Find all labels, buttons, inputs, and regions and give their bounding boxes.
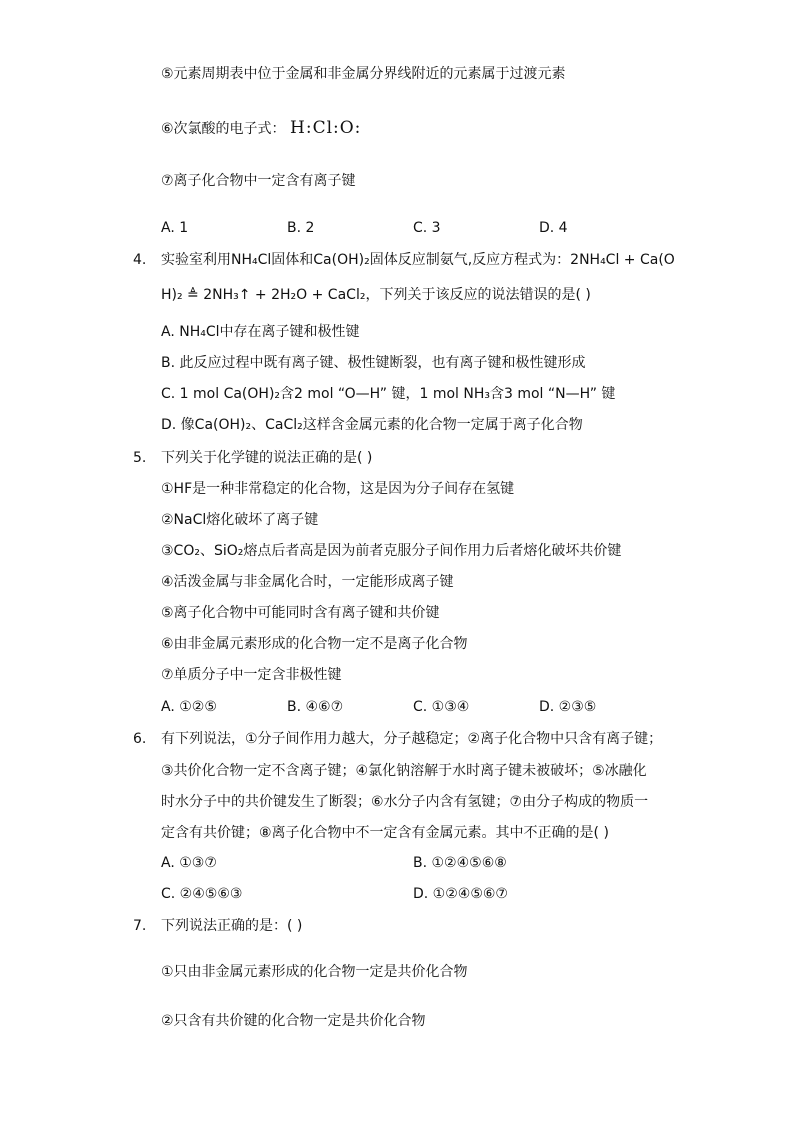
q7-item-2: ②只含有共价键的化合物一定是共价化合物 (161, 1013, 426, 1029)
q3-item-5: ⑤元素周期表中位于金属和非金属分界线附近的元素属于过渡元素 (161, 66, 566, 82)
q3-item-7: ⑦离子化合物中一定含有离子键 (161, 173, 356, 189)
q5-stem: 下列关于化学键的说法正确的是( ) (161, 450, 373, 466)
q6-option-d[interactable]: D. ①②④⑤⑥⑦ (413, 886, 508, 902)
q6-stem-line-2: ③共价化合物一定不含离子键；④氯化钠溶解于水时离子键未被破坏；⑤冰融化 (161, 763, 647, 779)
q5-item-3: ③CO₂、SiO₂熔点后者高是因为前者克服分子间作用力后者熔化破坏共价键 (161, 543, 622, 559)
q7-stem: 下列说法正确的是：( ) (161, 918, 303, 934)
q4-number: 4. (133, 252, 147, 268)
q3-option-d[interactable]: D. 4 (539, 220, 568, 236)
q7-item-1: ①只由非金属元素形成的化合物一定是共价化合物 (161, 964, 468, 980)
q6-option-a[interactable]: A. ①③⑦ (161, 855, 217, 871)
q6-stem-line-1: 有下列说法，①分子间作用力越大，分子越稳定；②离子化合物中只含有离子键； (161, 731, 663, 747)
q5-item-7: ⑦单质分子中一定含非极性键 (161, 667, 342, 683)
q3-option-c[interactable]: C. 3 (413, 220, 441, 236)
q6-option-c[interactable]: C. ②④⑤⑥③ (161, 886, 243, 902)
q3-item-6 (161, 118, 361, 139)
q3-option-a[interactable]: A. 1 (161, 220, 189, 236)
q5-option-d[interactable]: D. ②③⑤ (539, 699, 597, 715)
q5-item-4: ④活泼金属与非金属化合时，一定能形成离子键 (161, 574, 454, 590)
q5-option-a[interactable]: A. ①②⑤ (161, 699, 217, 715)
q3-option-b[interactable]: B. 2 (287, 220, 315, 236)
q7-number: 7. (133, 918, 147, 934)
q4-stem-line-1: 实验室利用NH₄Cl固体和Ca(OH)₂固体反应制氨气,反应方程式为：2NH₄Cl + Ca(O (161, 252, 675, 268)
q4-option-a[interactable]: A. NH₄Cl中存在离子键和极性键 (161, 324, 360, 340)
q5-item-1: ①HF是一种非常稳定的化合物，这是因为分子间存在氢键 (161, 481, 515, 497)
q5-item-6: ⑥由非金属元素形成的化合物一定不是离子化合物 (161, 636, 468, 652)
q5-option-b[interactable]: B. ④⑥⑦ (287, 699, 344, 715)
q3-item-6-text: ⑥次氯酸的电子式： (161, 121, 286, 137)
q6-stem-line-4: 定含有共价键；⑧离子化合物中不一定含有金属元素。其中不正确的是( ) (161, 825, 609, 841)
q5-number: 5. (133, 450, 147, 466)
hypochlorous-acid-electron-formula: H:Cl:O: (290, 118, 362, 138)
q5-item-2: ②NaCl熔化破坏了离子键 (161, 512, 319, 528)
q6-option-b[interactable]: B. ①②④⑤⑥⑧ (413, 855, 507, 871)
q6-number: 6. (133, 731, 147, 747)
q4-stem-line-2: H)₂ ≜ 2NH₃↑ + 2H₂O + CaCl₂，下列关于该反应的说法错误的是( ) (161, 287, 591, 303)
q5-item-5: ⑤离子化合物中可能同时含有离子键和共价键 (161, 605, 440, 621)
q4-option-c[interactable]: C. 1 mol Ca(OH)₂含2 mol “O—H” 键，1 mol NH₃含3 mol “N—H” 键 (161, 386, 616, 402)
q4-option-d[interactable]: D. 像Ca(OH)₂、CaCl₂这样含金属元素的化合物一定属于离子化合物 (161, 417, 583, 433)
q6-stem-line-3: 时水分子中的共价键发生了断裂；⑥水分子内含有氢键；⑦由分子构成的物质一 (161, 794, 649, 810)
q4-option-b[interactable]: B. 此反应过程中既有离子键、极性键断裂，也有离子键和极性键形成 (161, 355, 586, 371)
q5-option-c[interactable]: C. ①③④ (413, 699, 470, 715)
